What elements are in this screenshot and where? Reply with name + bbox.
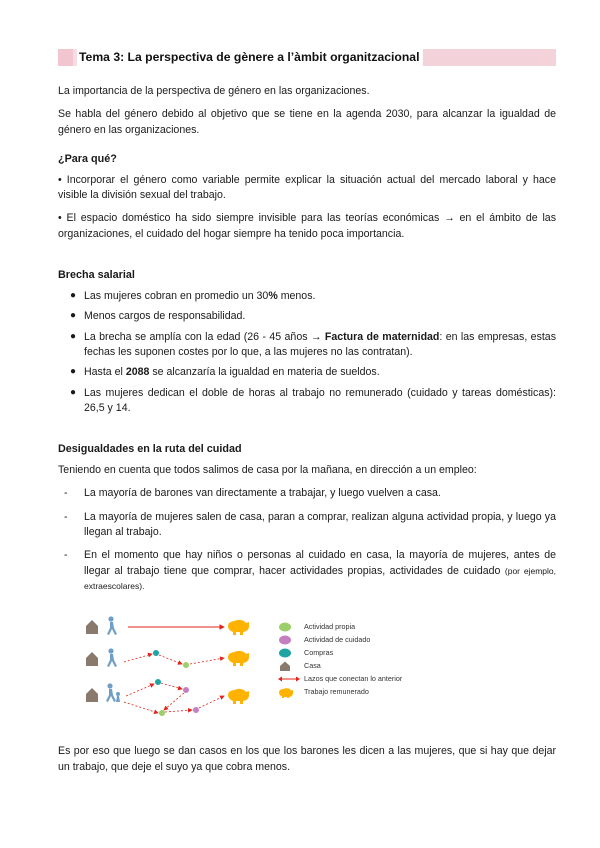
care-activity-stop (193, 707, 199, 713)
list-item (58, 309, 556, 324)
list-item (58, 548, 556, 594)
own-activity-stop (183, 662, 189, 668)
route-line (124, 654, 152, 662)
care-activity-stop (183, 687, 189, 693)
routes-figure (58, 606, 278, 734)
green-dot-icon (278, 622, 292, 632)
closing-paragraph: Es por eso que luego se dan casos en los que los barones les dicen a las mujeres, que si hay que dejar un trabajo, que deje el suyo ya que cobra menos. (58, 745, 556, 773)
house-icon (86, 652, 98, 666)
list-item (58, 510, 556, 541)
intro-paragraph-1: La importancia de la perspectiva de género en las organizaciones. (58, 85, 370, 97)
bullet-dot: ● (70, 330, 77, 342)
item-bold: 2088 (125, 366, 150, 379)
item-text: Las mujeres dedican el doble de horas al trabajo no remunerado (cuidado y tareas domésticas): 26,5 y 14. (84, 386, 556, 414)
route-row-women (86, 649, 249, 669)
title-bar (58, 49, 556, 66)
item-text: : en las empresas, estas fechas les suponen costes por lo que, a las mujeres no las contratan). (84, 330, 556, 358)
item-text: Las mujeres cobran en promedio un 30 (84, 289, 269, 302)
list-item (58, 365, 556, 380)
para-que-paragraph-2: • El espacio doméstico ha sido siempre invisible para las teorías económicas → en el ámbito de las organizaciones, el cuidado del hogar siempre ha tenido poca importancia. (58, 212, 556, 240)
item-text: La brecha se amplía con la edad (26 - 45 años → (84, 330, 325, 343)
bullet-dot: ● (70, 366, 77, 378)
legend-item (278, 620, 402, 633)
shopping-stop (153, 650, 159, 656)
route-line (199, 696, 224, 708)
person-with-child-icon (106, 684, 120, 703)
intro-paragraph-2: Se habla del género debido al objetivo que se tiene en la agenda 2030, para alcanzar la igualdad de género en las organizaciones. (58, 108, 556, 136)
list-item (58, 330, 556, 361)
document-page (58, 49, 556, 783)
bullet-dash: - (64, 549, 68, 562)
ruta-heading: Desigualdades en la ruta del cuidad (58, 443, 242, 456)
piggy-bank-icon (228, 689, 249, 704)
bullet-dash: - (64, 510, 68, 523)
legend-item (278, 646, 402, 659)
route-row-men (86, 617, 249, 636)
route-line (190, 658, 224, 664)
care-route-diagram (58, 606, 556, 734)
route-row-women-care (86, 679, 249, 716)
legend-label: Casa (304, 661, 321, 671)
person-walking-icon (107, 649, 117, 668)
route-line (124, 702, 158, 713)
item-bold: % (268, 289, 278, 302)
bullet-dash: - (64, 487, 68, 500)
piggy-bank-icon (278, 687, 294, 698)
route-line (126, 684, 154, 696)
para-que-paragraph-1: • Incorporar el género como variable permite explicar la situación actual del mercado laboral y hace visible la división sexual del trabajo. (58, 173, 556, 202)
item-text: Hasta el (84, 366, 126, 379)
item-text: La mayoría de mujeres salen de casa, paran a comprar, realizan alguna actividad propia, y luego ya llegan al trabajo. (84, 510, 556, 539)
legend-label: Compras (304, 648, 334, 658)
house-icon (86, 620, 98, 634)
shopping-stop (155, 679, 161, 685)
legend-label: Actividad propia (304, 622, 356, 632)
route-line (161, 683, 182, 689)
legend-item (278, 685, 402, 698)
legend-label: Trabajo remunerado (304, 687, 369, 697)
para-que-heading: ¿Para qué? (58, 153, 117, 166)
legend-label: Lazos que conectan lo anterior (304, 674, 403, 684)
item-text: Menos cargos de responsabilidad. (84, 310, 246, 323)
title-highlight-right (416, 49, 556, 66)
legend-item (278, 633, 402, 646)
legend-label: Actividad de cuidado (304, 635, 371, 645)
route-line (164, 693, 184, 710)
item-text: La mayoría de barones van directamente a trabajar, y luego vuelven a casa. (84, 487, 441, 500)
ruta-intro: Teniendo en cuenta que todos salimos de casa por la mañana, en dirección a un empleo: (58, 463, 477, 476)
purple-dot-icon (278, 635, 292, 645)
person-walking-icon (107, 617, 117, 636)
item-bold: Factura de maternidad (324, 330, 440, 343)
title-highlight-left (58, 49, 73, 66)
legend-item (278, 672, 402, 685)
double-arrow-icon (278, 674, 300, 684)
piggy-bank-icon (228, 651, 249, 666)
brecha-heading: Brecha salarial (58, 269, 135, 282)
bullet-dot: ● (70, 289, 77, 301)
legend-item (278, 659, 402, 672)
item-text: En el momento que hay niños o personas al cuidado en casa, la mayoría de mujeres, antes de llegar al trabajo tiene que comprar, hacer actividades propias, actividades de cuidado (84, 549, 556, 577)
diagram-legend (278, 620, 402, 698)
ruta-list (58, 486, 556, 594)
route-line (159, 655, 182, 664)
item-text-small: (por ejemplo, extraescolares). (84, 565, 557, 592)
page-title: Tema 3: La perspectiva de gènere a l’àmbit organitzacional (77, 49, 423, 66)
item-text: menos. (277, 289, 316, 302)
brecha-list (58, 289, 556, 417)
piggy-bank-icon (228, 620, 249, 635)
bullet-dot: ● (70, 386, 77, 398)
item-text: se alcanzaría la igualdad en materia de sueldos. (149, 366, 380, 379)
route-line (165, 710, 192, 712)
list-item (58, 486, 556, 501)
bullet-dot: ● (70, 310, 77, 322)
list-item (58, 386, 556, 417)
teal-dot-icon (278, 648, 292, 658)
house-icon (278, 661, 292, 671)
house-icon (86, 688, 98, 702)
list-item (58, 289, 556, 304)
own-activity-stop (159, 710, 165, 716)
